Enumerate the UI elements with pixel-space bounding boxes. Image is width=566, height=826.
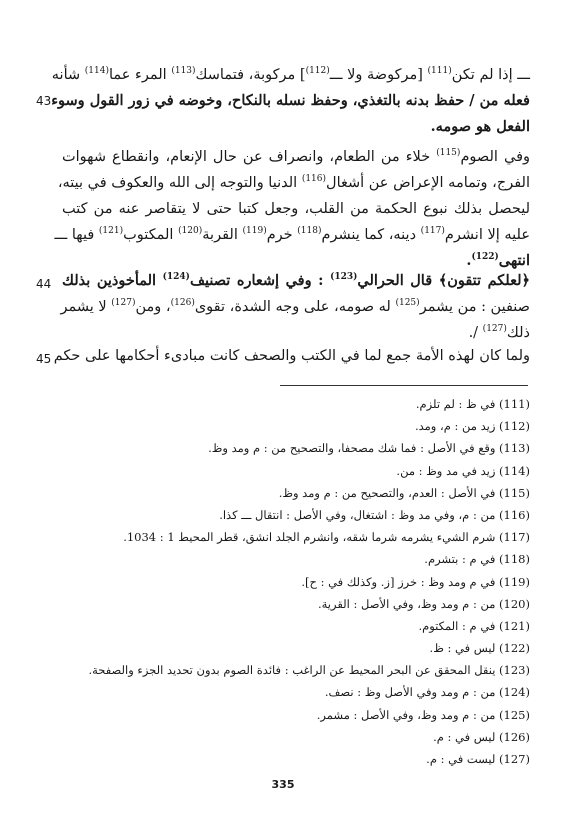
text-run: فعله من / حفظ بدنه بالتغذي، وحفظ نسله بالنكاح، وخوضه في زور القول وسوء xyxy=(51,92,530,109)
text-line xyxy=(57,170,530,196)
footnote-ref: (119) xyxy=(242,226,267,237)
footnote: (125) من : م ومد وظ، وفي الأصل : مشمر. xyxy=(316,707,530,722)
footnote-ref: (118) xyxy=(297,226,322,237)
footnote: (115) في الأصل : العدم، والتصحيح من : م ومد وظ. xyxy=(278,485,530,500)
footnote-ref: (113) xyxy=(171,66,196,77)
footnote-ref: (127) xyxy=(482,324,507,335)
verse-number-45: 45 xyxy=(36,352,52,366)
text-run: انتهى xyxy=(498,252,530,269)
text-run: عليه إلا انشرم xyxy=(444,227,530,243)
footnote: (121) في م : المكتوم. xyxy=(418,618,530,633)
footnote: (114) زيد في مد وظ : من. xyxy=(396,463,530,478)
footnote: (124) من : م ومد وفي الأصل وظ : نصف. xyxy=(324,685,530,700)
footnote: (118) في م : بتشرم. xyxy=(424,552,530,567)
footnote-ref: (126) xyxy=(170,298,195,309)
text-run: القربة xyxy=(202,227,243,243)
footnote: (122) ليس في : ظ. xyxy=(429,641,530,656)
footnote-ref: (124) xyxy=(162,272,190,283)
footnote-ref: (125) xyxy=(395,298,420,309)
footnote: (111) في ظ : لم تلزم. xyxy=(415,397,530,411)
text-run: [مركوضة ولا ـــ xyxy=(329,67,428,83)
footnote-ref: (120) xyxy=(178,226,203,237)
text-run: المكتوب xyxy=(123,227,179,243)
verse-number-44: 44 xyxy=(36,277,52,291)
text-line xyxy=(62,144,530,170)
text-line xyxy=(51,88,530,114)
footnotes xyxy=(90,393,530,770)
page-number: 335 xyxy=(271,778,295,791)
footnote-ref: (127) xyxy=(111,298,136,309)
text-run: وفي الصوم xyxy=(460,149,530,165)
text-run: فيها ـــ xyxy=(54,227,99,243)
text-line xyxy=(51,62,530,88)
footnote-ref: (112) xyxy=(305,66,330,77)
text-run: ] مركوبة، فتماسك xyxy=(195,67,306,83)
text-run: ذلك xyxy=(506,325,530,341)
text-run: ، ومن xyxy=(135,299,171,315)
text-run: له صومه، على وجه الشدة، تقوى xyxy=(194,299,396,315)
verse-number-43: 43 xyxy=(36,94,52,108)
text-run: ليحصل بذلك نبوع الحكمة من القلب، وجعل كتبا حتى لا يتقاصر عنه من كتب xyxy=(62,201,530,217)
footnote-ref: (122) xyxy=(471,252,499,263)
footnote-ref: (111) xyxy=(427,66,452,77)
text-run: المأخوذين بذلك xyxy=(62,272,163,289)
text-line xyxy=(53,343,530,369)
footnote-ref: (114) xyxy=(84,66,109,77)
text-line xyxy=(62,196,530,222)
paragraph-4 xyxy=(53,343,530,369)
footnote-ref: (121) xyxy=(98,226,124,237)
text-line xyxy=(62,114,530,140)
text-run: ـــ إذا لم تكن xyxy=(451,67,530,83)
text-run: : وفي إشعاره تصنيف xyxy=(189,272,331,289)
text-run: الفرج، وتمامه الإعراض عن أشغال xyxy=(326,175,530,191)
footnote: (112) زيد من : م، ومد. xyxy=(414,419,530,434)
footnote-ref: (117) xyxy=(420,226,445,237)
text-line xyxy=(62,268,530,294)
footnote: (127) ليست في : م. xyxy=(426,752,530,766)
text-line xyxy=(62,294,530,320)
footnote: (119) في م ومد وظ : خرز [ز. وكذلك في : ح]. xyxy=(301,574,530,589)
footnote: (126) ليس في : م. xyxy=(433,729,530,744)
text-run: صنفين : من يشمر xyxy=(419,299,530,315)
footnote-ref: (115) xyxy=(436,148,461,159)
footnote: (116) من : م، وفي مد وظ : اشتغال، وفي الأصل : انتقال ـــ كذا. xyxy=(219,507,530,522)
paragraph-3 xyxy=(62,268,530,346)
text-run: لا يشمر xyxy=(60,299,112,315)
text-run: ولما كان لهذه الأمة جمع لما في الكتب والصحف كانت مبادىء أحكامها على حكم xyxy=(53,348,530,364)
text-run: خرم xyxy=(266,227,298,243)
text-run: . xyxy=(466,252,472,269)
text-run: ﴿لعلكم تتقون﴾ قال الحرالي xyxy=(357,272,530,289)
paragraph-2 xyxy=(54,144,530,274)
text-run: الفعل هو صومه. xyxy=(430,118,530,135)
footnote: (113) وقع في الأصل : فما شك مصحفا، والتصحيح من : م ومد وظ. xyxy=(208,441,530,456)
text-run: /. xyxy=(468,325,483,341)
text-line xyxy=(54,222,530,248)
text-run: شأنه xyxy=(51,67,85,83)
footnote-ref: (116) xyxy=(301,174,327,185)
text-run: المرء عما xyxy=(109,67,172,83)
footnote-ref: (123) xyxy=(330,272,358,283)
text-run: الدنيا والتوجه إلى الله والعكوف في بيته، xyxy=(57,175,302,191)
text-run: خلاء من الطعام، وانصراف عن حال الإنعام، وانقطاع شهوات xyxy=(62,149,437,165)
footnote: (120) من : م ومد وظ، وفي الأصل : القرية. xyxy=(317,596,530,611)
footnote: (123) ينقل المحقق عن البحر المحيط عن الراغب : فائدة الصوم بدون تحديد الجزء والصفحة. xyxy=(88,663,530,678)
text-run: دينه، كما ينشرم xyxy=(321,227,421,243)
footnote-separator xyxy=(280,385,528,386)
paragraph-1 xyxy=(51,62,530,140)
footnote: (117) شرم الشيء يشرمه شرما شقه، وانشرم الجلد انشق، قطر المحيط 1 : 1034. xyxy=(123,530,530,545)
